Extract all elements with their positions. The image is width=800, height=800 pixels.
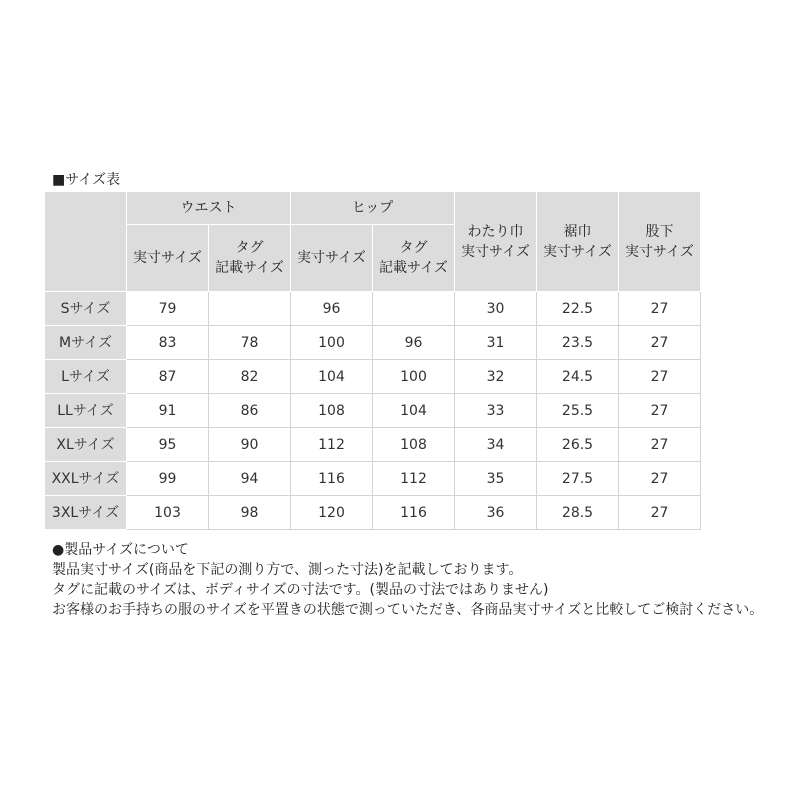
table-cell: 31 xyxy=(455,326,537,360)
table-cell: 91 xyxy=(127,394,209,428)
table-cell: 98 xyxy=(209,496,291,530)
header-waist: ウエスト xyxy=(127,192,291,225)
table-cell: 78 xyxy=(209,326,291,360)
table-cell: 94 xyxy=(209,462,291,496)
notes-heading: ●製品サイズについて xyxy=(52,542,189,558)
table-cell: 104 xyxy=(373,394,455,428)
table-cell: 103 xyxy=(127,496,209,530)
notes-line: 製品実寸サイズ(商品を下記の測り方で、測った寸法)を記載しております。 xyxy=(52,562,523,578)
header-inseam: 股下 実寸サイズ xyxy=(619,192,701,292)
table-cell: 108 xyxy=(291,394,373,428)
table-row xyxy=(45,360,701,394)
table-row xyxy=(45,326,701,360)
row-size-label: 3XLサイズ xyxy=(45,496,127,530)
table-cell: 30 xyxy=(455,292,537,326)
size-table-title: ■サイズ表 xyxy=(52,172,121,188)
table-cell: 96 xyxy=(373,326,455,360)
table-cell: 27 xyxy=(619,326,701,360)
table-row xyxy=(45,496,701,530)
notes-line: タグに記載のサイズは、ボディサイズの寸法です。(製品の寸法ではありません) xyxy=(52,582,549,598)
table-cell: 22.5 xyxy=(537,292,619,326)
notes-line: お客様のお手持ちの服のサイズを平置きの状態で測っていただき、各商品実寸サイズと比較してご検討ください。 xyxy=(52,602,764,618)
table-cell: 95 xyxy=(127,428,209,462)
table-cell: 36 xyxy=(455,496,537,530)
table-cell: 86 xyxy=(209,394,291,428)
table-cell: 25.5 xyxy=(537,394,619,428)
table-cell: 112 xyxy=(373,462,455,496)
table-cell: 27 xyxy=(619,496,701,530)
table-row xyxy=(45,428,701,462)
row-size-label: LLサイズ xyxy=(45,394,127,428)
table-cell: 82 xyxy=(209,360,291,394)
subheader-hip-tag: タグ 記載サイズ xyxy=(373,225,455,292)
table-cell: 96 xyxy=(291,292,373,326)
subheader-waist-tag: タグ 記載サイズ xyxy=(209,225,291,292)
row-size-label: Sサイズ xyxy=(45,292,127,326)
table-row xyxy=(45,462,701,496)
table-cell: 32 xyxy=(455,360,537,394)
row-size-label: Lサイズ xyxy=(45,360,127,394)
table-cell: 108 xyxy=(373,428,455,462)
table-cell: 27 xyxy=(619,292,701,326)
table-cell: 90 xyxy=(209,428,291,462)
row-size-label: XLサイズ xyxy=(45,428,127,462)
header-thigh-width: わたり巾 実寸サイズ xyxy=(455,192,537,292)
table-cell: 100 xyxy=(373,360,455,394)
table-cell: 26.5 xyxy=(537,428,619,462)
table-cell: 24.5 xyxy=(537,360,619,394)
row-size-label: Mサイズ xyxy=(45,326,127,360)
table-cell: 116 xyxy=(291,462,373,496)
table-row xyxy=(45,292,701,326)
row-size-label: XXLサイズ xyxy=(45,462,127,496)
table-cell: 104 xyxy=(291,360,373,394)
table-row xyxy=(45,394,701,428)
table-cell xyxy=(373,292,455,326)
header-hem-width: 裾巾 実寸サイズ xyxy=(537,192,619,292)
header-hip: ヒップ xyxy=(291,192,455,225)
table-cell: 99 xyxy=(127,462,209,496)
table-cell: 27.5 xyxy=(537,462,619,496)
table-cell xyxy=(209,292,291,326)
size-table xyxy=(44,191,701,530)
table-cell: 27 xyxy=(619,462,701,496)
table-cell: 27 xyxy=(619,360,701,394)
table-cell: 79 xyxy=(127,292,209,326)
table-cell: 27 xyxy=(619,428,701,462)
size-notes xyxy=(52,540,763,620)
subheader-hip-actual: 実寸サイズ xyxy=(291,225,373,292)
table-cell: 87 xyxy=(127,360,209,394)
table-cell: 27 xyxy=(619,394,701,428)
table-cell: 23.5 xyxy=(537,326,619,360)
table-cell: 112 xyxy=(291,428,373,462)
table-cell: 100 xyxy=(291,326,373,360)
table-cell: 34 xyxy=(455,428,537,462)
table-cell: 116 xyxy=(373,496,455,530)
table-cell: 28.5 xyxy=(537,496,619,530)
table-cell: 120 xyxy=(291,496,373,530)
subheader-waist-actual: 実寸サイズ xyxy=(127,225,209,292)
table-cell: 35 xyxy=(455,462,537,496)
corner-header-cell xyxy=(45,192,127,292)
table-cell: 83 xyxy=(127,326,209,360)
table-cell: 33 xyxy=(455,394,537,428)
